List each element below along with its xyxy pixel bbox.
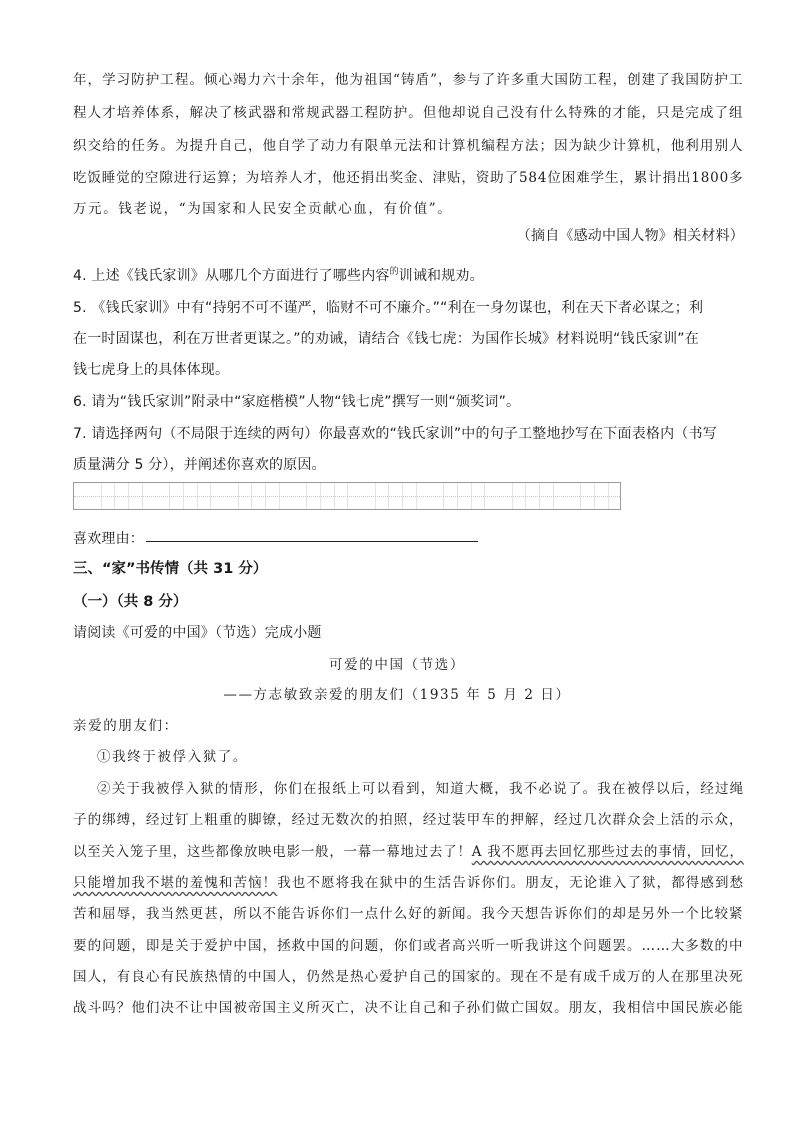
passage-line: 年，学习防护工程。倾心竭力六十余年，他为祖国“铸盾”，参与了许多重大国防工程，创建了我国防护工 [73,72,744,88]
passage-line: 织交给的任务。为提升自己，他自学了动力有限单元法和计算机编程方法；因为缺少计算机，他利用别人 [73,138,744,154]
question-7-line: 质量满分 5 分），并阐述你喜欢的原因。 [73,457,326,473]
passage-line: 吃饭睡觉的空隙进行运算；为培养人才，他还捐出奖金、津贴，资助了584位困难学生，累计捐出1800多 [73,170,744,186]
passage-source: （摘自《感动中国人物》相关材料） [516,228,744,244]
question-5-line: 在一时固谋也，利在万世者更谋之。”的劝诫，请结合《钱七虎：为国作长城》材料说明“钱氏家训”在 [73,331,699,347]
question-6: 6. 请为“钱氏家训”附录中“家庭楷模”人物“钱七虎”撰写一则“颁奖词”。 [73,394,521,410]
article-paragraph-2-line: 苦和屈辱，我当然更甚，所以不能告诉你们一点什么好的新闻。我今天想告诉你们的却是另外一个比较紧 [73,906,744,922]
article-title: 可爱的中国（节选） [329,657,465,673]
article-paragraph-2-line: 要的问题，即是关于爱护中国，拯救中国的问题，你们或者高兴听一听我讲这个问题罢。……大多数的中 [73,938,744,954]
article-paragraph-2-line [73,871,744,891]
question-4-text: 4. 上述《钱氏家训》从哪几个方面进行了哪些内容 [73,268,390,284]
reading-instruction: 请阅读《可爱的中国》（节选）完成小题 [73,625,322,641]
article-byline: ——方志敏致亲爱的朋友们（1935 年 5 月 2 日） [223,687,571,703]
article-paragraph-2-line: 战斗吗？他们决不让中国被帝国主义所灭亡，决不让自己和子孙们做亡国奴。朋友，我相信中国民族必能 [73,1000,744,1016]
article-paragraph-2-line: ②关于我被俘入狱的情形，你们在报纸上可以看到，知道大概，我不必说了。我在被俘以后，经过绳 [97,781,745,797]
wavy-underlined-sentence-a-end: 只能增加我不堪的羞愧和苦恼！ [73,875,278,891]
question-4-text-end: 训诫和规劝。 [398,268,484,284]
question-7-line: 7. 请选择两句（不局限于连续的两句）你最喜欢的“钱氏家训”中的句子工整地抄写在下面表格内（书写 [73,426,717,442]
section-3-title: 三、“家”书传情（共 31 分） [73,561,268,577]
question-5-line: 5. 《钱氏家训》中有“持躬不可不谨严，临财不可不廉介。”“利在一身勿谋也，利在天下者必谋之；利 [73,300,704,316]
article-paragraph-1: ①我终于被俘入狱了。 [97,749,248,765]
article-text: 以至关入笼子里，这些都像放映电影一般，一幕一幕地过去了！ [73,844,472,860]
question-4-inserted-char: 的 [389,267,399,277]
like-reason-answer-line[interactable] [146,541,478,542]
article-salutation: 亲爱的朋友们： [73,718,179,734]
article-paragraph-2-line: 国人，有良心有民族热情的中国人，仍然是热心爱护自己的国家的。现在不是有成千成万的人在那里决死 [73,969,744,985]
question-4 [73,264,484,285]
wavy-underlined-sentence-a: A 我不愿再去回忆那些过去的事情，回忆， [471,844,744,860]
article-paragraph-2-line: 子的绑缚，经过钉上粗重的脚镣，经过无数次的拍照，经过装甲车的押解，经过几次群众会上活的示众， [73,812,744,828]
handwriting-grid[interactable] [73,482,621,510]
passage-line: 万元。钱老说，“为国家和人民安全贡献心血，有价值”。 [73,201,453,217]
passage-line: 程人才培养体系，解决了核武器和常规武器工程防护。但他却说自己没有什么特殊的才能，只是完成了组 [73,105,744,121]
article-text: 我也不愿将我在狱中的生活告诉你们。朋友，无论谁入了狱，都得感到愁 [277,875,745,891]
part-1-title: （一）（共 8 分） [73,594,188,610]
question-5-line: 钱七虎身上的具体体现。 [73,362,230,378]
article-paragraph-2-line [73,840,744,860]
like-reason-label: 喜欢理由： [73,531,144,547]
